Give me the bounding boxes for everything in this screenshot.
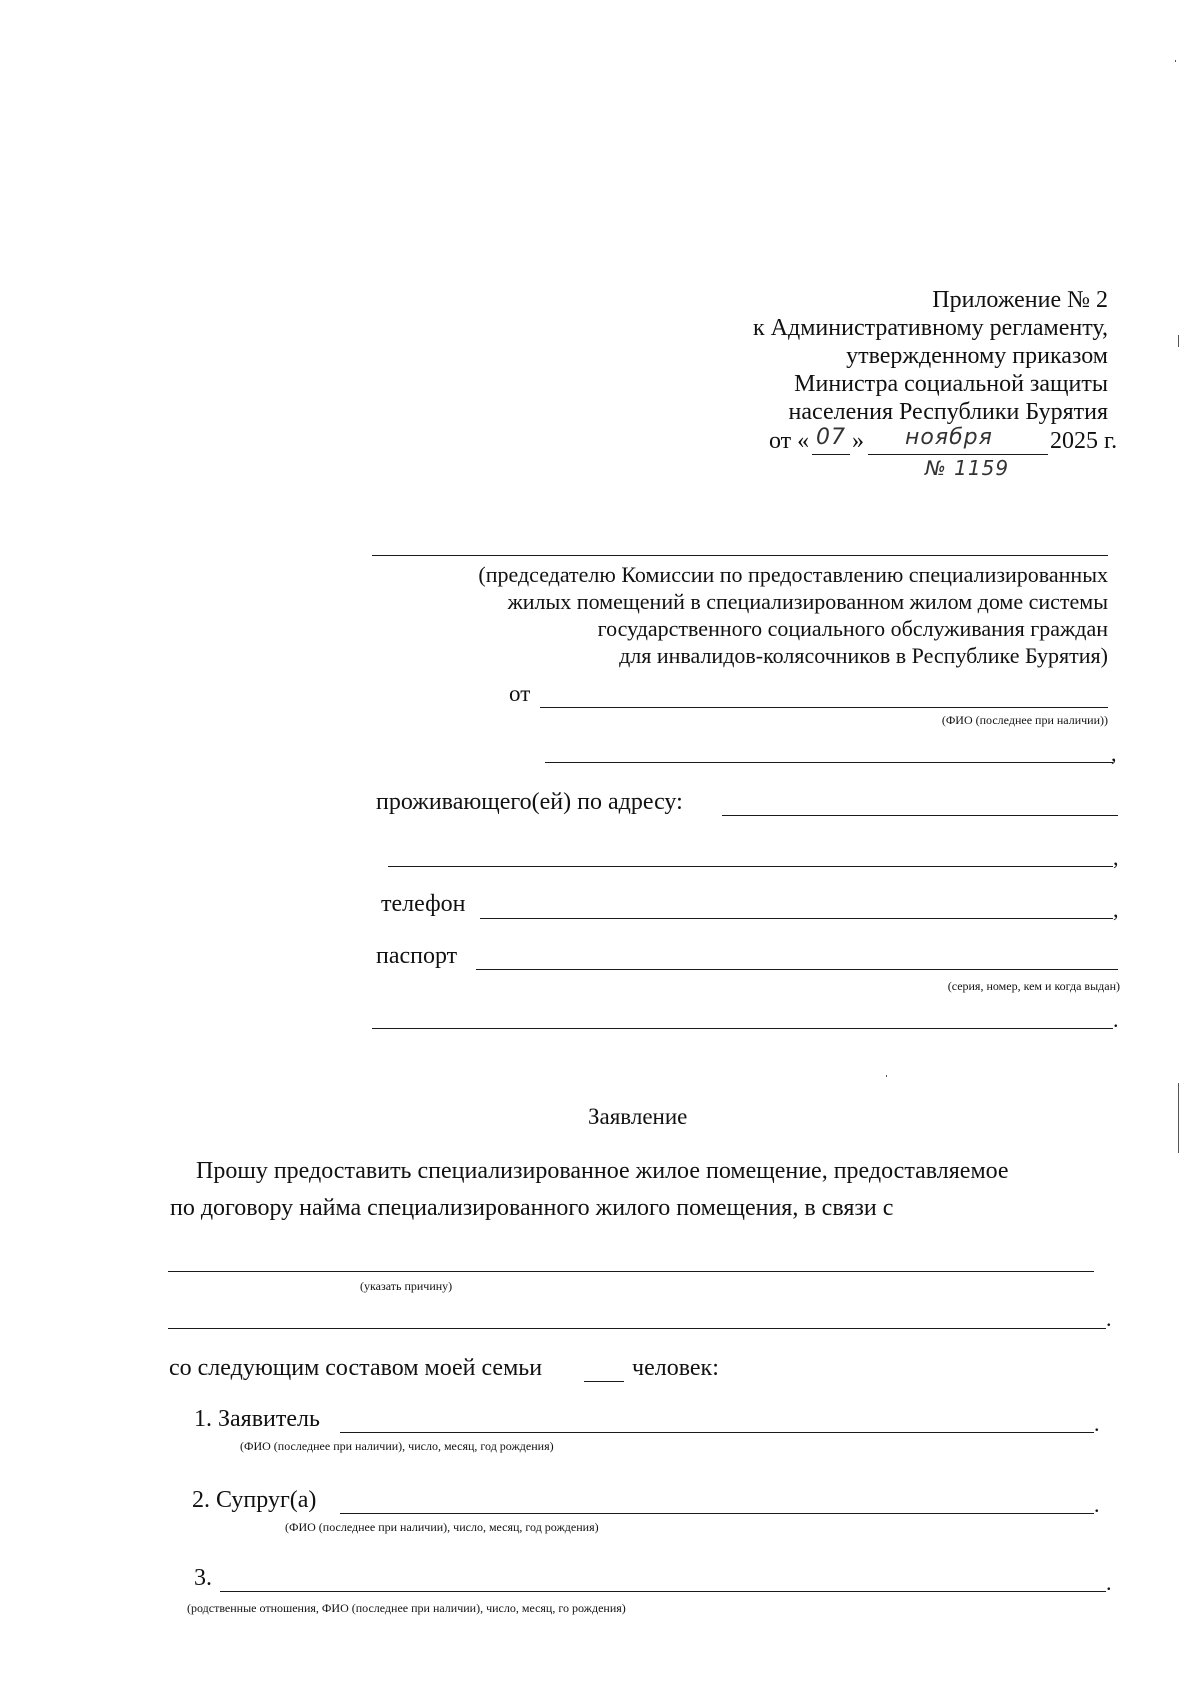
date-year: 2025 г. [1050, 428, 1118, 454]
reason-hint: (указать причину) [360, 1279, 453, 1293]
period-3: . [1094, 1411, 1100, 1436]
addressee-top-rule [372, 555, 1108, 556]
scan-mark [1178, 335, 1179, 347]
period-1: . [1113, 1007, 1119, 1032]
from-name-field[interactable] [540, 707, 1108, 708]
addressee-line-2: жилых помещений в специализированном жилом доме системы [507, 589, 1108, 614]
statement-title: Заявление [588, 1104, 688, 1129]
passport-label: паспорт [376, 943, 458, 969]
day-underline [812, 454, 850, 455]
addressee-line-3: государственного социального обслуживания граждан [597, 616, 1108, 641]
passport-field[interactable] [476, 969, 1118, 970]
passport-continuation-field[interactable] [372, 1028, 1113, 1029]
approval-line: утвержденному приказом [846, 343, 1108, 369]
reason-field[interactable] [168, 1271, 1094, 1272]
phone-label: телефон [381, 891, 466, 917]
period-5: . [1106, 1570, 1112, 1595]
republic-line: населения Республики Бурятия [788, 399, 1108, 425]
date-prefix: от « [769, 428, 810, 454]
spouse-hint: (ФИО (последнее при наличии), число, месяц, год рождения) [285, 1520, 599, 1534]
from-label: от [509, 681, 531, 706]
date-day-handwritten: 07 [816, 425, 846, 450]
fio-hint: (ФИО (последнее при наличии)) [941, 713, 1108, 727]
spouse-field[interactable] [340, 1513, 1094, 1514]
applicant-hint: (ФИО (последнее при наличии), число, месяц, год рождения) [240, 1439, 554, 1453]
date-month-handwritten: ноября [905, 425, 993, 450]
family-count-suffix: человек: [632, 1355, 719, 1381]
addressee-line-1: (председателю Комиссии по предоставлению специализированных [478, 562, 1108, 587]
member-3-hint: (родственные отношения, ФИО (последнее при наличии), число, месяц, го рождения) [187, 1601, 626, 1615]
order-number-handwritten: № 1159 [925, 456, 1010, 480]
reason-continuation-field[interactable] [168, 1328, 1106, 1329]
minister-line: Министра социальной защиты [794, 371, 1108, 397]
address-continuation-field[interactable] [388, 866, 1113, 867]
period-4: . [1094, 1492, 1100, 1517]
comma-1: , [1111, 741, 1117, 766]
address-field[interactable] [722, 815, 1118, 816]
appendix-title: Приложение № 2 [932, 287, 1108, 313]
statement-paragraph-line-2: по договору найма специализированного жилого помещения, в связи с [170, 1195, 894, 1221]
date-mid: » [852, 428, 864, 454]
comma-2: , [1113, 845, 1119, 870]
family-count-prefix: со следующим составом моей семьи [169, 1355, 543, 1381]
phone-field[interactable] [480, 918, 1113, 919]
passport-hint: (серия, номер, кем и когда выдан) [947, 979, 1120, 993]
scan-mark [1178, 1083, 1179, 1153]
applicant-item-label: 1. Заявитель [194, 1406, 320, 1432]
scan-mark [886, 1075, 887, 1077]
month-underline [868, 454, 1048, 455]
spouse-item-label: 2. Супруг(а) [192, 1487, 317, 1513]
member-3-item-label: 3. [194, 1565, 212, 1591]
regulation-reference: к Административному регламенту, [753, 315, 1108, 341]
comma-3: , [1113, 897, 1119, 922]
member-3-field[interactable] [220, 1591, 1106, 1592]
scan-mark [1175, 60, 1176, 62]
statement-paragraph-line-1: Прошу предоставить специализированное жилое помещение, предоставляемое [196, 1158, 1009, 1184]
family-count-field[interactable] [584, 1381, 624, 1382]
address-label: проживающего(ей) по адресу: [376, 789, 683, 815]
applicant-field[interactable] [340, 1432, 1094, 1433]
period-2: . [1106, 1306, 1112, 1331]
from-name-continuation-field[interactable] [545, 762, 1113, 763]
addressee-line-4: для инвалидов-колясочников в Республике Бурятия) [619, 643, 1108, 668]
